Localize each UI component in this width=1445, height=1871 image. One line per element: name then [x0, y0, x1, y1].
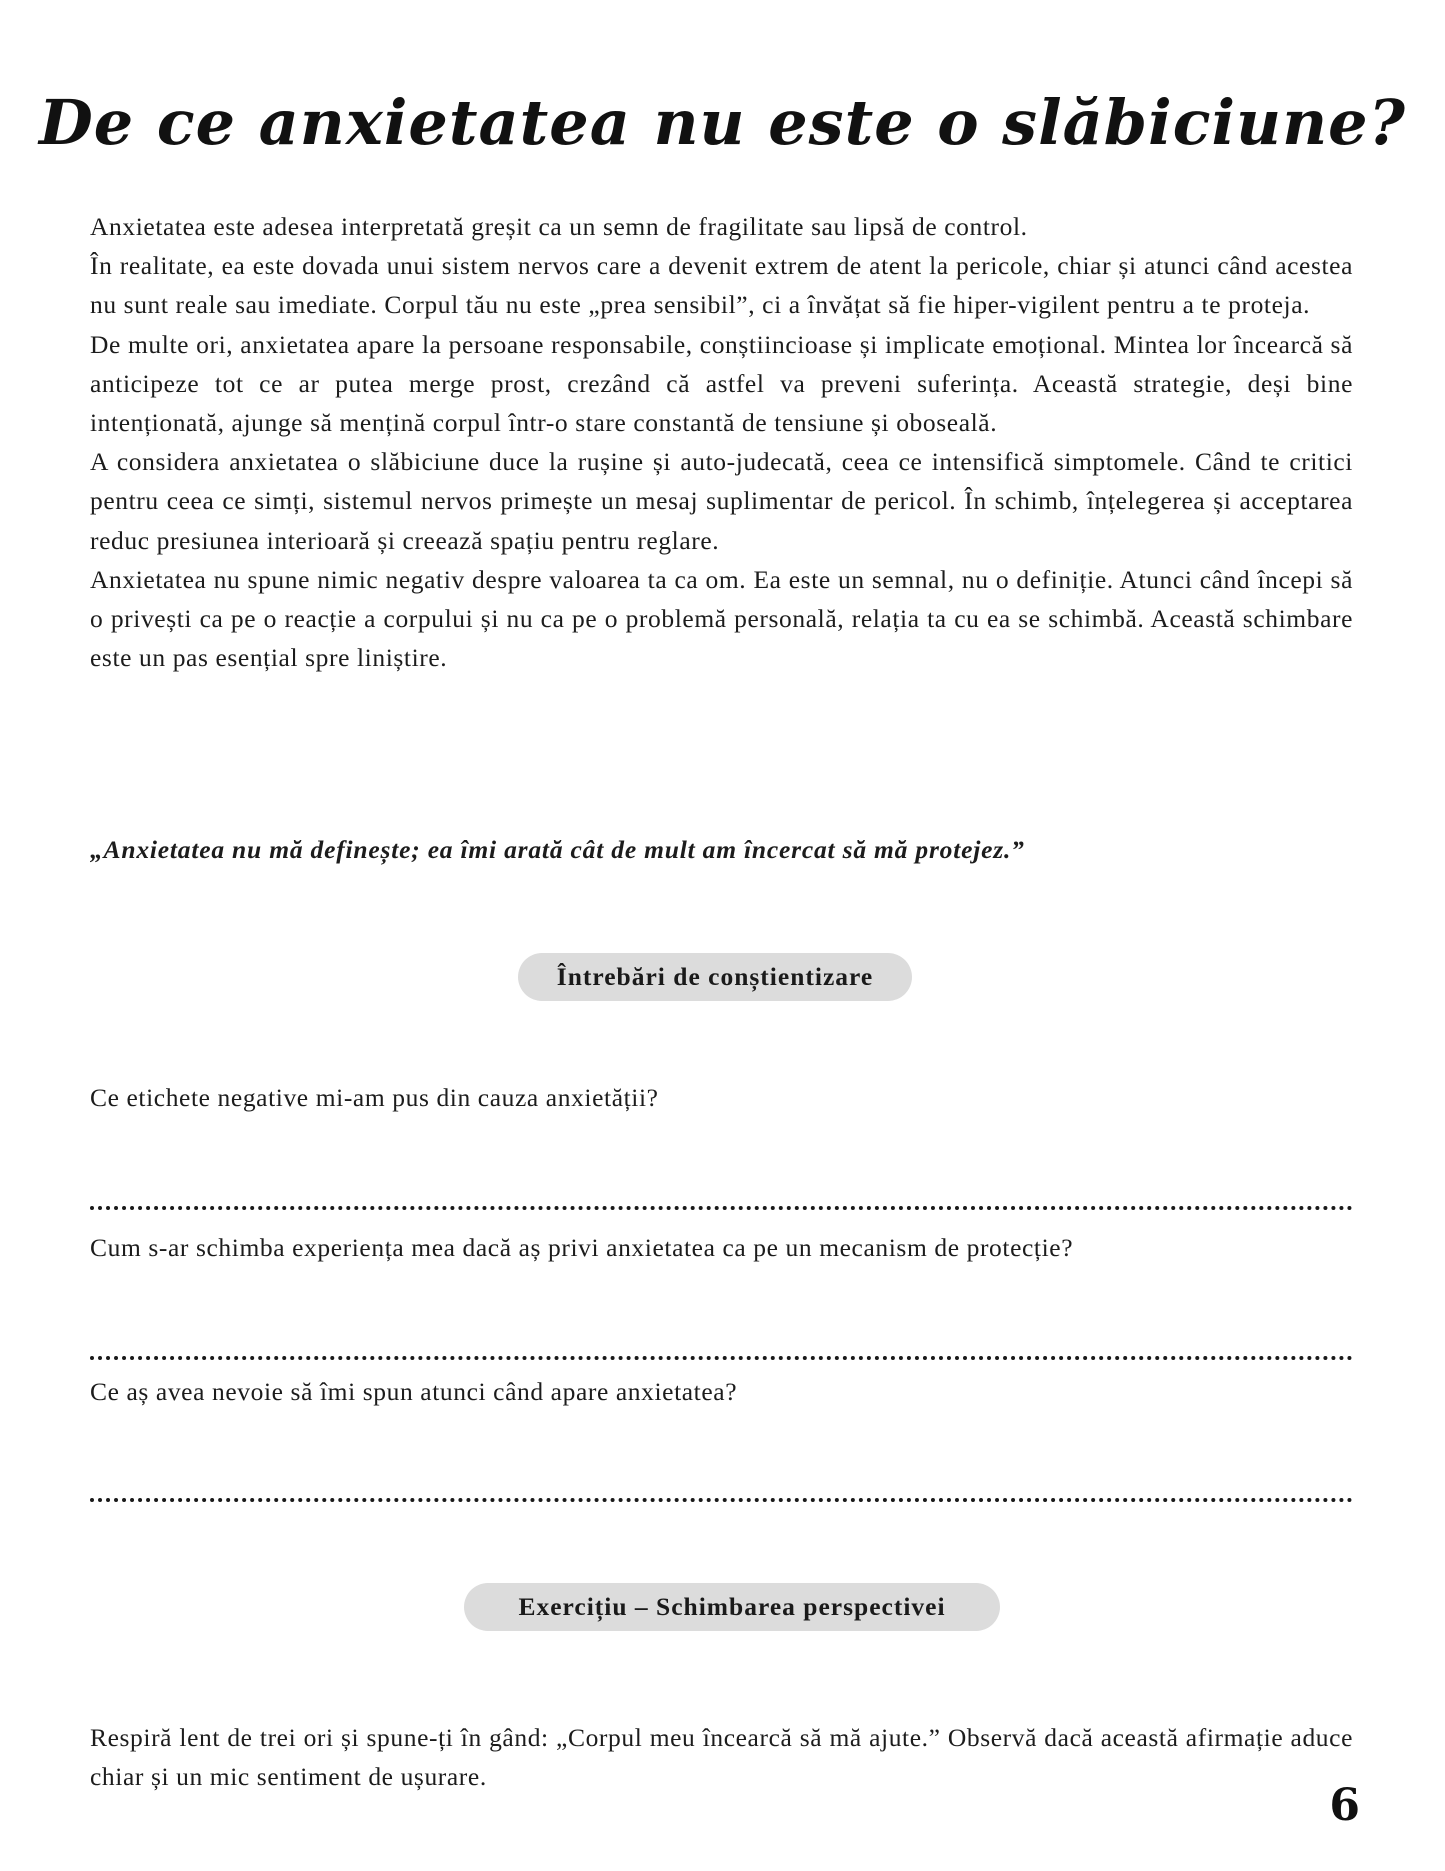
exercise-heading: Exercițiu – Schimbarea perspectivei: [464, 1583, 1000, 1631]
paragraph: Anxietatea nu spune nimic negativ despre valoarea ta ca om. Ea este un semnal, nu o definiție. Atunci când începi să o privești ca pe o reacție a corpului și nu ca pe o problemă personală, relația ta cu ea se schimbă. Această schimbare este un pas esențial spre liniștire.: [90, 564, 1353, 673]
answer-line[interactable]: [90, 1498, 1353, 1502]
paragraph: De multe ori, anxietatea apare la persoane responsabile, conștiincioase și implicate emoțional. Mintea lor încearcă să anticipeze tot ce ar putea merge prost, crezând că astfel va preveni suferința. Această strategie, deși bine intenționată, ajunge să mențină corpul într-o stare constantă de tensiune și oboseală.: [90, 329, 1353, 438]
paragraph: Anxietatea este adesea interpretată greșit ca un semn de fragilitate sau lipsă de control.: [90, 212, 1028, 241]
answer-line[interactable]: [90, 1356, 1353, 1360]
page-number: 6: [1329, 1780, 1360, 1831]
exercise-text: Respiră lent de trei ori și spune-ți în gând: „Corpul meu încearcă să mă ajute.” Observă dacă această afirmație aduce chiar și un mic sentiment de ușurare.: [90, 1723, 1353, 1792]
reflection-heading: Întrebări de conștientizare: [518, 953, 912, 1001]
reflection-question: Ce etichete negative mi-am pus din cauza anxietății?: [90, 1083, 659, 1112]
reflection-question: Cum s-ar schimba experiența mea dacă aș privi anxietatea ca pe un mecanism de protecție?: [90, 1233, 1074, 1262]
page-title: De ce anxietatea nu este o slăbiciune?: [39, 86, 1406, 159]
paragraph: A considera anxietatea o slăbiciune duce la rușine și auto-judecată, ceea ce intensifică simptomele. Când te critici pentru ceea ce simți, sistemul nervos primește un mesaj suplimentar de pericol. În schimb, înțelegerea și acceptarea reduc presiunea interioară și creează spațiu pentru reglare.: [90, 447, 1353, 555]
body-text: [90, 207, 1353, 677]
paragraph: În realitate, ea este dovada unui sistem nervos care a devenit extrem de atent la pericole, chiar și atunci când acestea nu sunt reale sau imediate. Corpul tău nu este „prea sensibil”, ci a învățat să fie hiper-vigilent pentru a te proteja.: [90, 251, 1353, 320]
reflection-question: Ce aș avea nevoie să îmi spun atunci când apare anxietatea?: [90, 1377, 738, 1406]
affirmation-quote: „Anxietatea nu mă definește; ea îmi arată cât de mult am încercat să mă protejez.”: [90, 835, 1025, 864]
answer-line[interactable]: [90, 1206, 1353, 1210]
